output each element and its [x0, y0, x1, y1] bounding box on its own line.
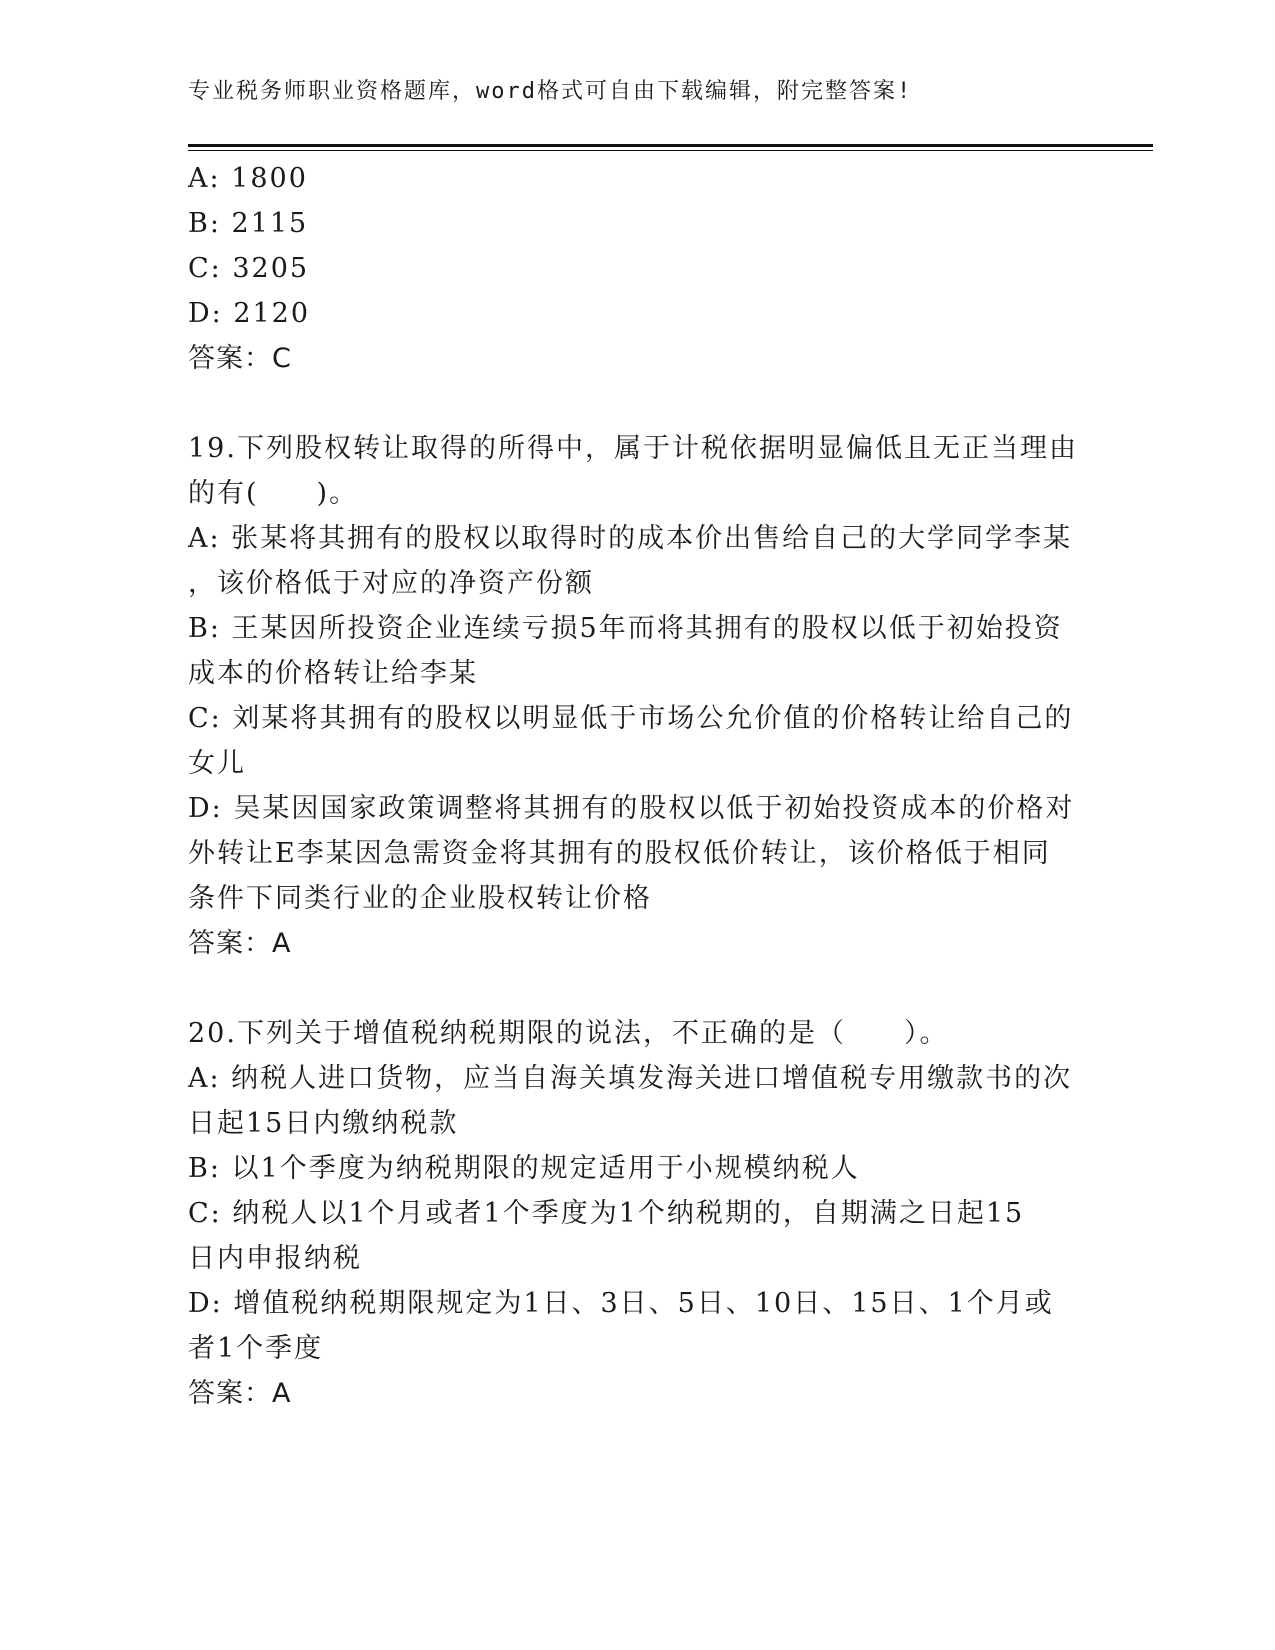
prev-question: [188, 156, 1088, 381]
option-a-cont: 日起15日内缴纳税款: [188, 1108, 459, 1139]
option-b: B: 以1个季度为纳税期限的规定适用于小规模纳税人: [188, 1153, 860, 1184]
option-d: D: 增值税纳税期限规定为1日、3日、5日、10日、15日、1个月或: [188, 1288, 1054, 1319]
question-stem-cont: 的有( )。: [188, 478, 359, 509]
question-stem: 20.下列关于增值税纳税期限的说法，不正确的是（ ）。: [188, 1018, 949, 1049]
option-d-cont: 外转让E李某因急需资金将其拥有的股权低价转让，该价格低于相同: [188, 838, 1051, 869]
option-b: B: 王某因所投资企业连续亏损5年而将其拥有的股权以低于初始投资: [188, 613, 1063, 644]
answer: 答案：C: [188, 343, 292, 374]
question-20: [188, 1011, 1088, 1416]
spacer: [188, 966, 1088, 1011]
option-a: A: 纳税人进口货物，应当自海关填发海关进口增值税专用缴款书的次: [188, 1063, 1073, 1094]
header-rule-thick: [188, 144, 1153, 147]
option-c-cont: 日内申报纳税: [188, 1243, 362, 1274]
question-stem: 19.下列股权转让取得的所得中，属于计税依据明显偏低且无正当理由: [188, 433, 1078, 464]
spacer: [188, 381, 1088, 426]
option-d-cont-2: 条件下同类行业的企业股权转让价格: [188, 883, 652, 914]
option-c: C: 3205: [188, 253, 310, 284]
option-a-cont: ，该价格低于对应的净资产份额: [188, 568, 594, 599]
option-d: D: 2120: [188, 298, 311, 329]
option-c-cont: 女儿: [188, 748, 246, 779]
option-b: B: 2115: [188, 208, 309, 239]
option-d: D: 吴某因国家政策调整将其拥有的股权以低于初始投资成本的价格对: [188, 793, 1075, 824]
option-c: C: 纳税人以1个月或者1个季度为1个纳税期的，自期满之日起15: [188, 1198, 1025, 1229]
option-a: A: 1800: [188, 163, 308, 194]
option-d-cont: 者1个季度: [188, 1333, 324, 1364]
option-c: C: 刘某将其拥有的股权以明显低于市场公允价值的价格转让给自己的: [188, 703, 1074, 734]
option-a: A: 张某将其拥有的股权以取得时的成本价出售给自己的大学同学李某: [188, 523, 1073, 554]
page-header: 专业税务师职业资格题库，word格式可自由下载编辑，附完整答案!: [188, 79, 913, 104]
option-b-cont: 成本的价格转让给李某: [188, 658, 478, 689]
answer: 答案：A: [188, 1378, 292, 1409]
header-rule-thin: [188, 150, 1153, 151]
question-19: [188, 426, 1088, 966]
answer: 答案：A: [188, 928, 292, 959]
document-body: [188, 156, 1088, 1416]
